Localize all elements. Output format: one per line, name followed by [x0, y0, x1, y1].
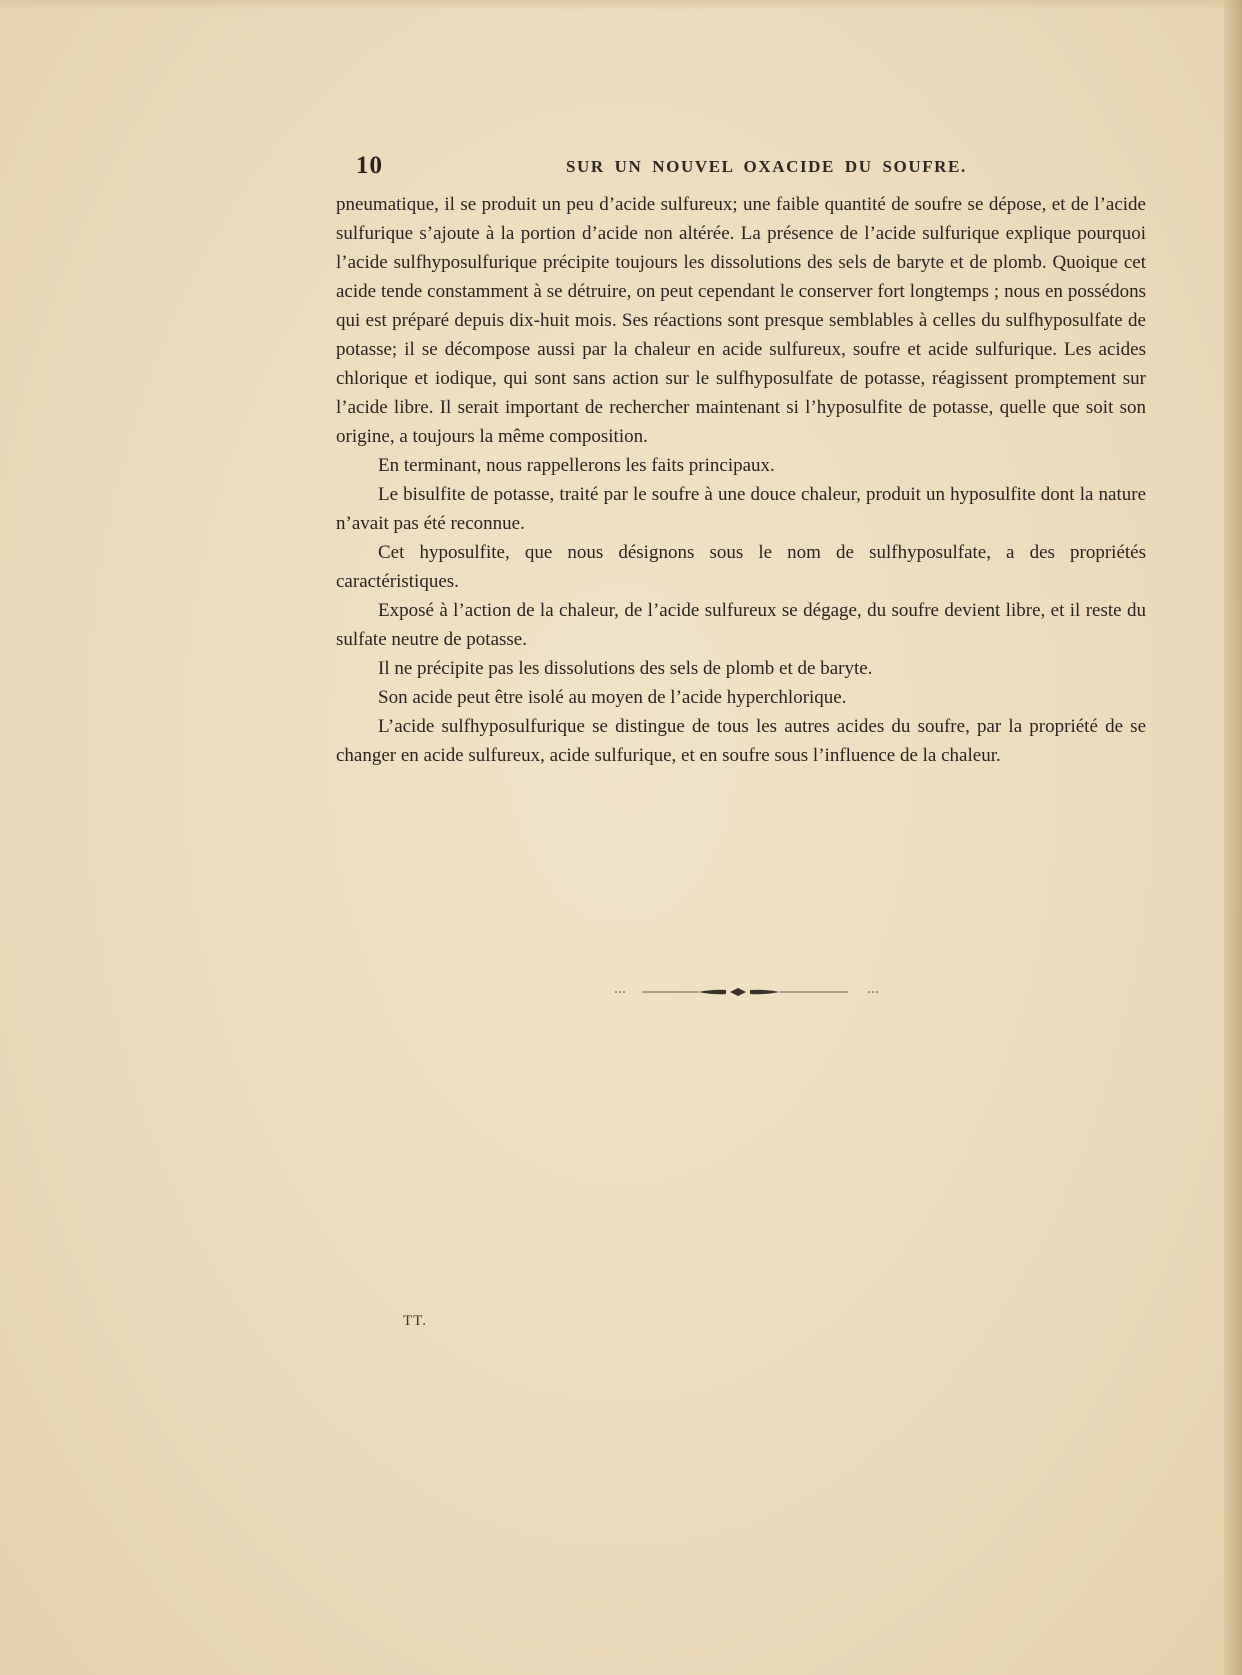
page-header: [356, 152, 967, 182]
printer-signature: TT.: [403, 1313, 427, 1329]
paragraph: Exposé à l’action de la chaleur, de l’acide sulfureux se dégage, du soufre devient libre, et il reste du sulfate neutre de potasse.: [336, 600, 1146, 650]
paragraph: L’acide sulfhyposulfurique se distingue de tous les autres acides du soufre, par la propriété de se changer en acide sulfureux, acide sulfurique, et en soufre sous l’influence de la chaleur.: [336, 716, 1146, 766]
paragraph: Le bisulfite de potasse, traité par le soufre à une douce chaleur, produit un hyposulfite dont la nature n’avait pas été reconnue.: [336, 484, 1146, 534]
divider-ornament-icon: [614, 985, 904, 999]
running-title: SUR UN NOUVEL OXACIDE DU SOUFRE.: [566, 157, 967, 176]
page-number: 10: [356, 152, 383, 179]
paragraph: Il ne précipite pas les dissolutions des sels de plomb et de baryte.: [378, 658, 873, 679]
paragraph: pneumatique, il se produit un peu d’acide sulfureux; une faible quantité de soufre se dépose, et de l’acide sulfurique s’ajoute à la portion d’acide non altérée. La présence de l’acide sulfurique explique pourquoi l’acide sulfhyposulfurique précipite toujours les dissolutions des sels de baryte et de plomb. Quoique cet acide tende constamment à se détruire, on peut cependant le conserver fort longtemps ; nous en possédons qui est préparé depuis dix-huit mois. Ses réactions sont presque semblables à celles du sulfhyposulfate de potasse; il se décompose aussi par la chaleur en acide sulfureux, soufre et acide sulfurique. Les acides chlorique et iodique, qui sont sans action sur le sulfhyposulfate de potasse, réagissent promptement sur l’acide libre. Il serait important de rechercher maintenant si l’hyposulfite de potasse, quelle que soit son origine, a toujours la même composition.: [336, 194, 1146, 447]
paragraph: En terminant, nous rappellerons les faits principaux.: [378, 455, 775, 476]
page-top-edge: [0, 0, 1242, 10]
paragraph: Son acide peut être isolé au moyen de l’acide hyperchlorique.: [378, 687, 847, 708]
paragraph: Cet hyposulfite, que nous désignons sous le nom de sulfhyposulfate, a des propriétés caractéristiques.: [336, 542, 1146, 592]
page-right-edge: [1224, 0, 1242, 1675]
body-text: [336, 190, 1146, 770]
